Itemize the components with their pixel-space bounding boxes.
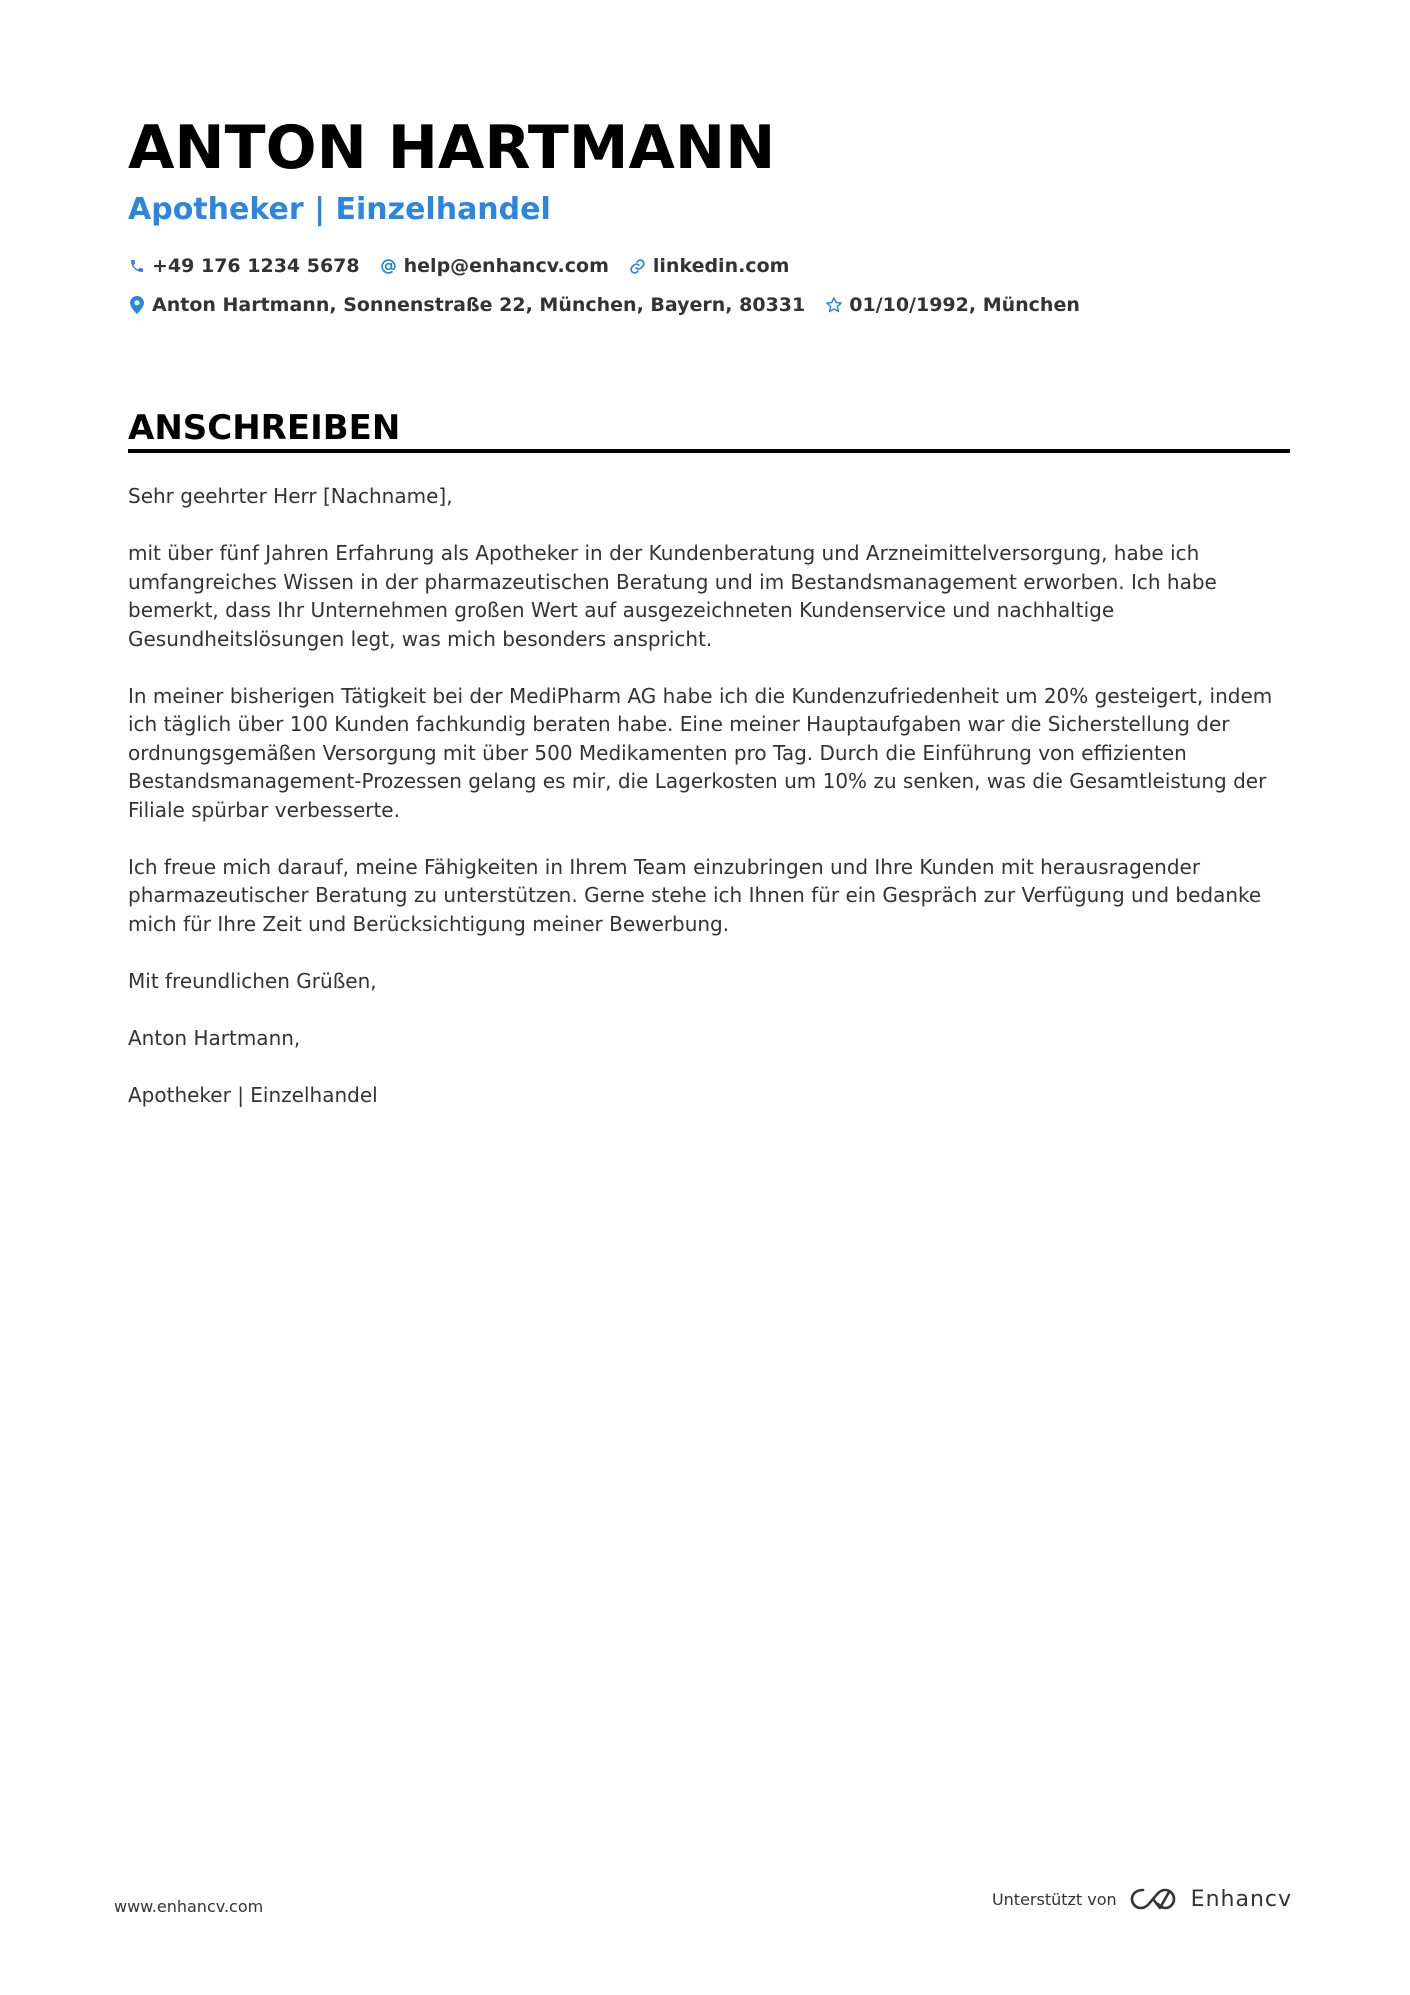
contact-linkedin[interactable] xyxy=(629,255,790,277)
footer-powered-by: Unterstützt von xyxy=(991,1889,1117,1909)
contact-email[interactable] xyxy=(380,255,609,277)
contact-row-2 xyxy=(128,294,1100,316)
contact-birthdate-text: 01/10/1992, München xyxy=(849,294,1080,316)
footer-branding xyxy=(992,1886,1292,1912)
section-divider xyxy=(128,449,1290,453)
applicant-title: Apotheker | Einzelhandel xyxy=(128,192,551,227)
applicant-name: ANTON HARTMANN xyxy=(128,113,776,183)
contact-birthdate xyxy=(825,294,1080,316)
letter-signature-title: Apotheker | Einzelhandel xyxy=(128,1082,378,1107)
link-icon xyxy=(629,257,647,275)
enhancv-logo-icon xyxy=(1129,1886,1177,1912)
contact-phone-text: +49 176 1234 5678 xyxy=(152,255,360,277)
location-pin-icon xyxy=(128,296,146,314)
footer-brand-name: Enhancv xyxy=(1190,1886,1292,1912)
letter-signature-name: Anton Hartmann, xyxy=(128,1025,301,1050)
contact-row-1 xyxy=(128,255,809,277)
contact-phone xyxy=(128,255,360,277)
contact-linkedin-text: linkedin.com xyxy=(652,255,790,277)
section-title: ANSCHREIBEN xyxy=(128,408,401,448)
contact-email-text: help@enhancv.com xyxy=(403,255,609,277)
footer-website[interactable]: www.enhancv.com xyxy=(114,1897,264,1916)
phone-icon xyxy=(128,257,146,275)
letter-paragraph-3: Ich freue mich darauf, meine Fähigkeiten in Ihrem Team einzubringen und Ihre Kunden mit herausragender pharmazeutischer Beratung zu unterstützen. Gerne stehe ich Ihnen für ein Gespräch zur Verfügung und bedanke mich für Ihre Zeit und Berücksichtigung meiner Bewerbung. xyxy=(128,854,1262,936)
contact-address-text: Anton Hartmann, Sonnenstraße 22, München, Bayern, 80331 xyxy=(152,294,806,316)
star-icon xyxy=(825,296,843,314)
at-icon xyxy=(380,257,398,275)
letter-paragraph-2: In meiner bisherigen Tätigkeit bei der MediPharm AG habe ich die Kundenzufriedenheit um 20% gesteigert, indem ich täglich über 100 Kunden fachkundig beraten habe. Eine meiner Hauptaufgaben war die Sicherstellung der ordnungsgemäßen Versorgung mit über 500 Medikamenten pro Tag. Durch die Einführung von effizienten Bestandsmanagement-Prozessen gelang es mir, die Lagerkosten um 10% zu senken, was die Gesamtleistung der Filiale spürbar verbesserte. xyxy=(128,683,1273,822)
letter-salutation: Sehr geehrter Herr [Nachname], xyxy=(128,484,453,508)
contact-address xyxy=(128,294,805,316)
letter-closing: Mit freundlichen Grüßen, xyxy=(128,968,377,993)
letter-paragraph-1: mit über fünf Jahren Erfahrung als Apotheker in der Kundenberatung und Arzneimittelversorgung, habe ich umfangreiches Wissen in der pharmazeutischen Beratung und im Bestandsmanagement erworben. Ich habe bemerkt, dass Ihr Unternehmen großen Wert auf ausgezeichneten Kundenservice und nachhaltige Gesundheitslösungen legt, was mich besonders anspricht. xyxy=(128,541,1217,651)
letter-body xyxy=(128,482,1290,1138)
